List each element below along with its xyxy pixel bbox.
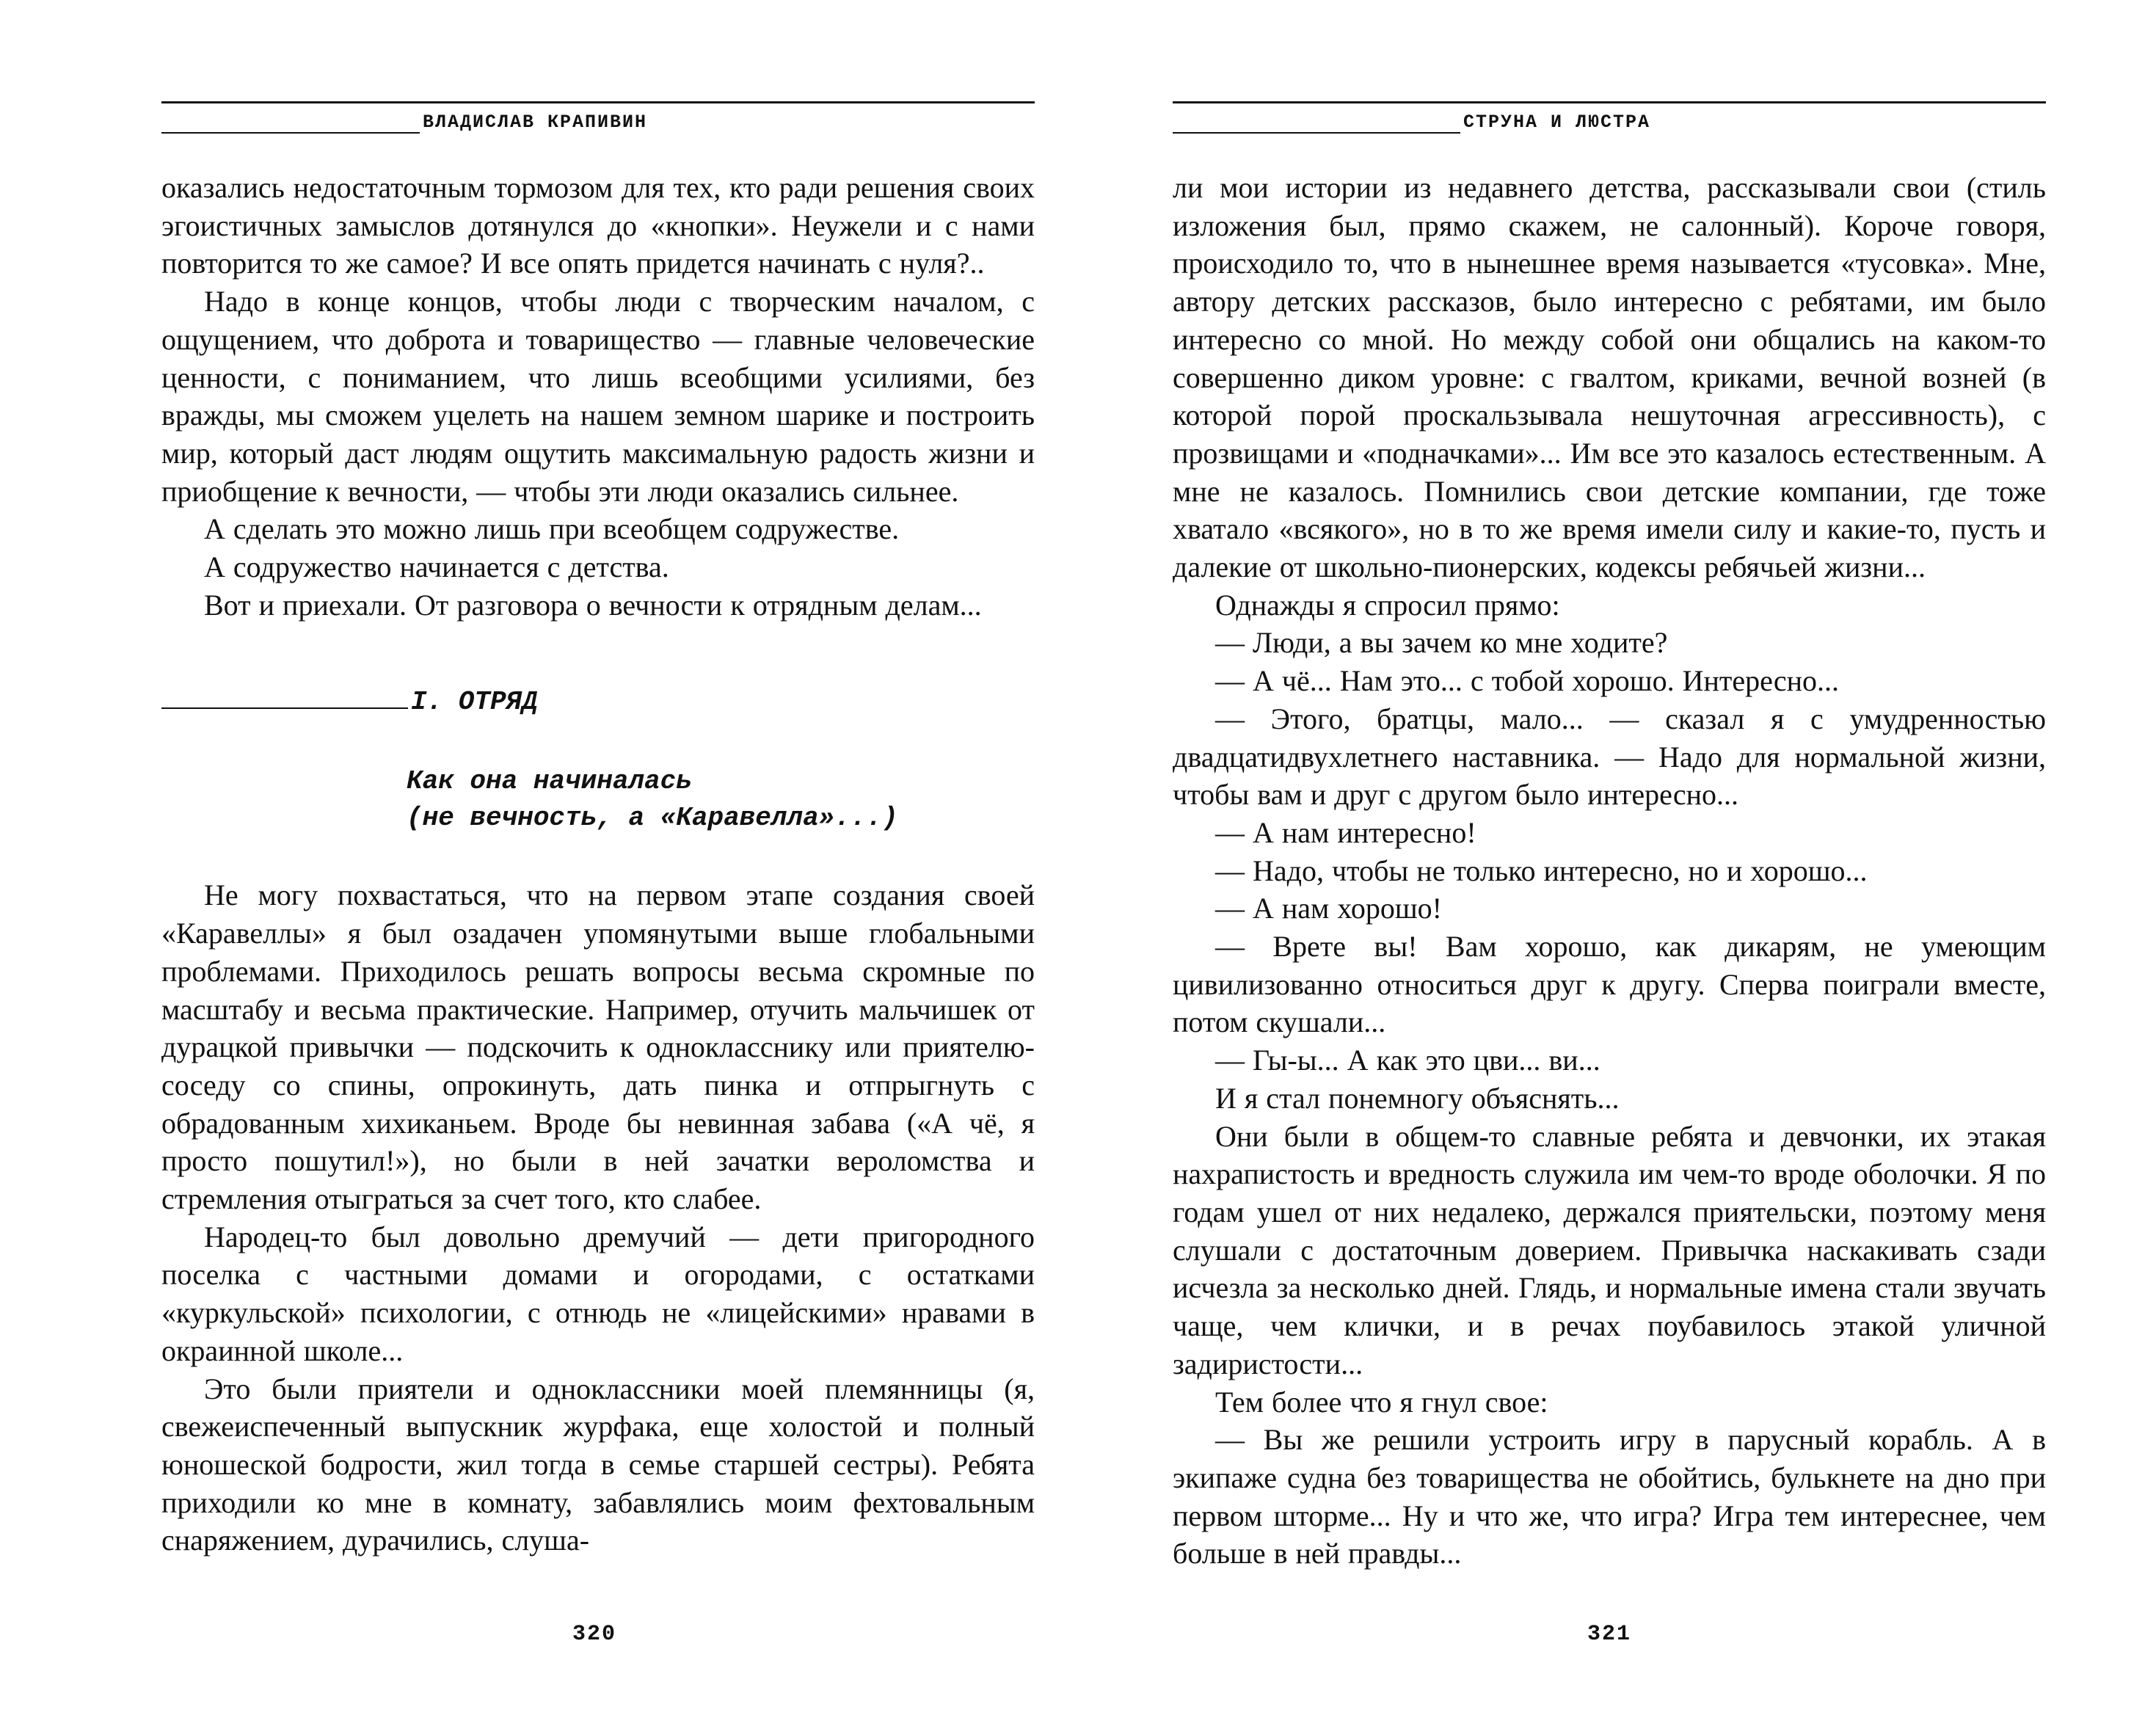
chapter-subheading — [407, 763, 1035, 837]
paragraph: — Надо, чтобы не только интересно, но и хорошо... — [1215, 853, 1868, 887]
paragraph: Не могу похвастаться, что на первом этапе создания своей «Каравеллы» я был озадачен упомянутыми выше глобальными проблемами. Приходилось решать вопросы весьма скромные по масштабу и весьма практические. Например, отучить мальчишек от дурацкой привычки — подскочить к однокласснику или приятелю-соседу со спины, опрокинуть, дать пинка и отпрыгнуть с обрадованным хихиканьем. Вроде бы невинная забава («А чё, я просто пошутил!»), но были в ней зачатки вероломства и стремления отыграться за счет того, кто слабее. — [161, 878, 1035, 1216]
left-page-body — [161, 169, 1035, 1559]
paragraph: Вот и приехали. От разговора о вечности к отрядным делам... — [204, 588, 982, 622]
header-rule — [161, 132, 420, 134]
left-running-header — [161, 101, 1035, 138]
paragraph: Это были приятели и одноклассники моей племянницы (я, свежеиспеченный выпускник журфака, еще холостой и полный юношеской бодрости, жил тогда в семье старшей сестры). Ребята приходили ко мне в комнату, забавлялись моим фехтовальным снаряжением, дурачились, слуша- — [161, 1372, 1035, 1557]
header-rule — [161, 101, 1035, 103]
paragraph: — А нам интересно! — [1215, 815, 1476, 849]
paragraph: — Вы же решили устроить игру в парусный корабль. А в экипаже судна без товарищества не обойтись, булькнете на дно при первом шторме... Ну и что же, что игра? Игра тем интереснее, чем больше в ней правды... — [1173, 1423, 2046, 1570]
left-page — [161, 0, 1035, 1729]
section-title: I. ОТРЯД — [411, 687, 538, 718]
paragraph: Надо в конце концов, чтобы люди с творческим началом, с ощущением, что доброта и товарищество — главные человеческие ценности, с пониманием, что лишь всеобщими усилиями, без вражды, мы сможем уцелеть на нашем земном шарике и построить мир, который даст людям ощутить максимальную радость жизни и приобщение к вечности, — чтобы эти люди оказались сильнее. — [161, 285, 1035, 508]
paragraph: — Гы-ы... А как это цви... ви... — [1215, 1044, 1600, 1077]
paragraph: — А нам хорошо! — [1215, 892, 1442, 925]
paragraph: Тем более что я гнул свое: — [1215, 1385, 1548, 1419]
paragraph: ли мои истории из недавнего детства, рассказывали свои (стиль изложения был, прямо скажем, не салонный). Короче говоря, происходило то, что в нынешнее время называется «тусовка». Мне, автору детских рассказов, было интересно с ребятами, им было интересно со мной. Но между собой они общались на каком-то совершенно диком уровне: с гвалтом, криками, вечной возней (в которой порой проскальзывала нешуточная агрессивность), с прозвищами и «подначками»... Им все это казалось естественным. А мне не казалось. Помнились свои детские компании, где тоже хватало «всякого», но в то же время имели силу и какие-то, пусть и далекие от школьно-пионерских, кодексы ребячьей жизни... — [1173, 171, 2046, 584]
right-running-header — [1173, 101, 2046, 138]
paragraph: Народец-то был довольно дремучий — дети пригородного поселка с частными домами и огородами, с остатками «куркульской» психологии, с отнюдь не «лицейскими» нравами в окраинной школе... — [161, 1220, 1035, 1367]
paragraph: И я стал понемногу объяснять... — [1215, 1081, 1620, 1115]
page-number: 321 — [1587, 1622, 1632, 1647]
paragraph: Они были в общем-то славные ребята и девчонки, их этакая нахрапистость и вредность служила им чем-то вроде оболочки. Я по годам ушел от них недалеко, держался приятельски, поэтому меня слушали с достаточным доверием. Привычка наскакивать сзади исчезла за несколько дней. Глядь, и нормальные имена стали звучать чаще, чем клички, и в речах поубавилось этакой уличной задиристости... — [1173, 1119, 2046, 1380]
section-heading — [161, 671, 1035, 753]
right-page-body — [1173, 169, 2046, 1573]
paragraph: А содружество начинается с детства. — [204, 550, 669, 584]
paragraph: — Этого, братцы, мало... — сказал я с умудренностью двадцатидвухлетнего наставника. — Надо для нормальной жизни, чтобы вам и друг с другом было интересно... — [1173, 702, 2046, 812]
paragraph: — А чё... Нам это... с тобой хорошо. Интересно... — [1215, 664, 1840, 698]
paragraph: — Люди, а вы зачем ко мне ходите? — [1215, 626, 1668, 660]
paragraph: А сделать это можно лишь при всеобщем содружестве. — [204, 512, 900, 546]
header-rule — [1173, 101, 2046, 103]
header-rule — [1173, 132, 1460, 134]
subheading-line: (не вечность, а «Каравелла»...) — [407, 803, 898, 834]
paragraph: Однажды я спросил прямо: — [1215, 588, 1560, 622]
subheading-line: Как она начиналась — [407, 766, 692, 797]
running-head-author: ВЛАДИСЛАВ КРАПИВИН — [423, 112, 648, 133]
page-number: 320 — [572, 1622, 617, 1647]
running-head-title: СТРУНА И ЛЮСТРА — [1463, 112, 1651, 133]
paragraph: оказались недостаточным тормозом для тех, кто ради решения своих эгоистичных замыслов дотянулся до «кнопки». Неужели и с нами повторится то же самое? И все опять придется начинать с нуля?.. — [161, 171, 1035, 280]
right-page — [1173, 0, 2046, 1729]
section-rule — [161, 707, 408, 709]
paragraph: — Врете вы! Вам хорошо, как дикарям, не умеющим цивилизованно относиться друг к другу. Сперва поиграли вместе, потом скушали... — [1173, 930, 2046, 1039]
